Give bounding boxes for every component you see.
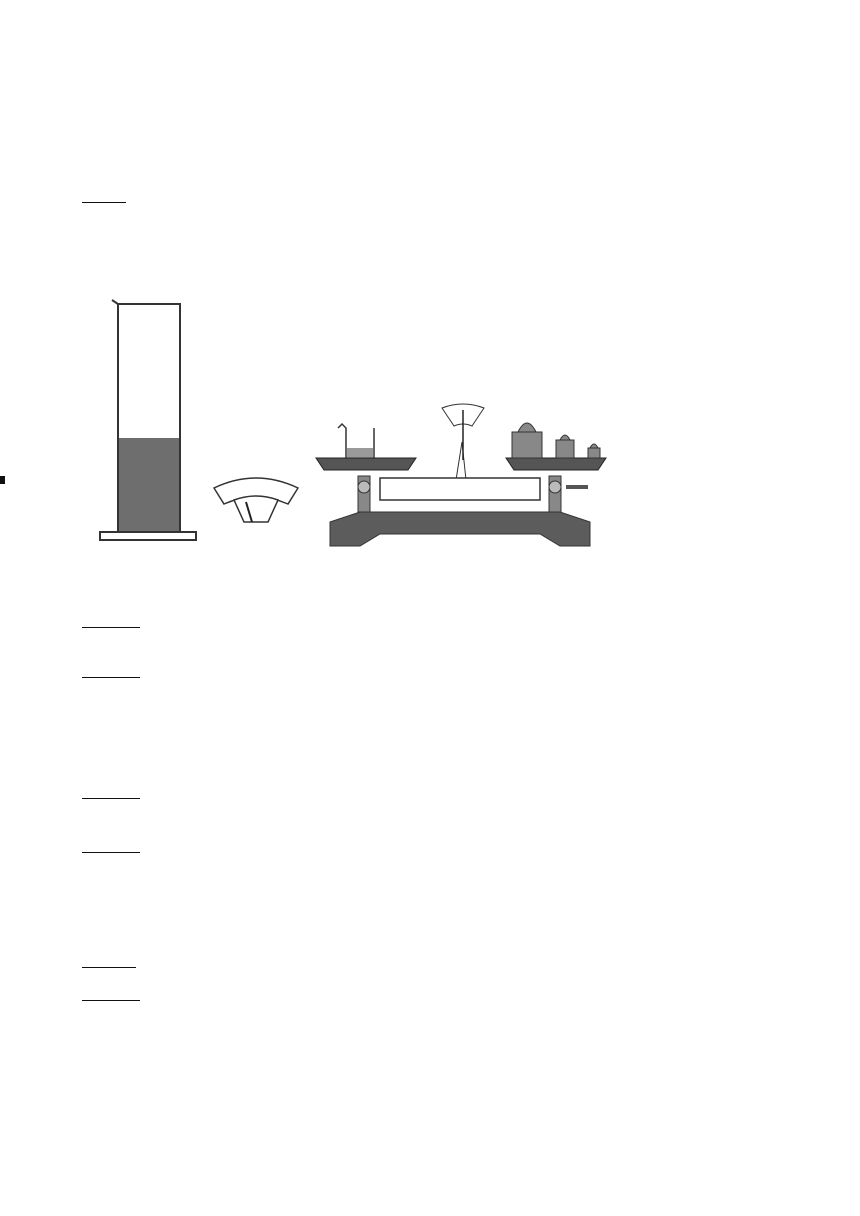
question-6-5a (80, 953, 138, 972)
weight-20g (556, 435, 574, 458)
weight-20g-body (556, 440, 574, 458)
center-stand (456, 442, 466, 480)
question-6-2a (80, 663, 142, 682)
q5-blank-2[interactable] (82, 986, 140, 1001)
q5-blank-1[interactable] (82, 953, 136, 968)
question-6-5b (80, 986, 142, 1005)
right-balance-nut (549, 481, 561, 493)
weight-50g-knob (518, 423, 536, 432)
question-6-3b (80, 784, 142, 803)
balance-base (330, 512, 590, 546)
weight-20g-knob (560, 435, 570, 440)
cylinder-base (100, 532, 196, 540)
beam-ruler (380, 478, 540, 500)
weight-5g-knob (590, 444, 598, 448)
weight-5g (588, 444, 600, 458)
q4-blank[interactable] (82, 838, 140, 853)
cylinder-spout (112, 300, 118, 320)
balance (0, 404, 606, 546)
line-result (80, 188, 128, 207)
question-6-1 (80, 613, 142, 632)
q2-blank[interactable] (82, 663, 140, 678)
q1-blank[interactable] (82, 613, 140, 628)
weight-5g-body (588, 448, 600, 458)
question-6-4a (80, 838, 142, 857)
experiment-figure (0, 290, 860, 590)
rider (0, 476, 5, 484)
pointer-dial (214, 478, 298, 522)
weight-50g-body (512, 432, 542, 458)
q3-blank[interactable] (82, 784, 140, 799)
adjust-screw (566, 485, 588, 489)
answer-blank[interactable] (82, 188, 126, 203)
left-balance-nut (358, 481, 370, 493)
beaker-milk (347, 448, 373, 457)
milk-liquid (119, 438, 179, 532)
graduated-cylinder (100, 300, 196, 540)
dial-body (234, 496, 278, 522)
weight-50g (512, 423, 542, 458)
right-pan (506, 458, 606, 470)
left-pan (316, 458, 416, 470)
